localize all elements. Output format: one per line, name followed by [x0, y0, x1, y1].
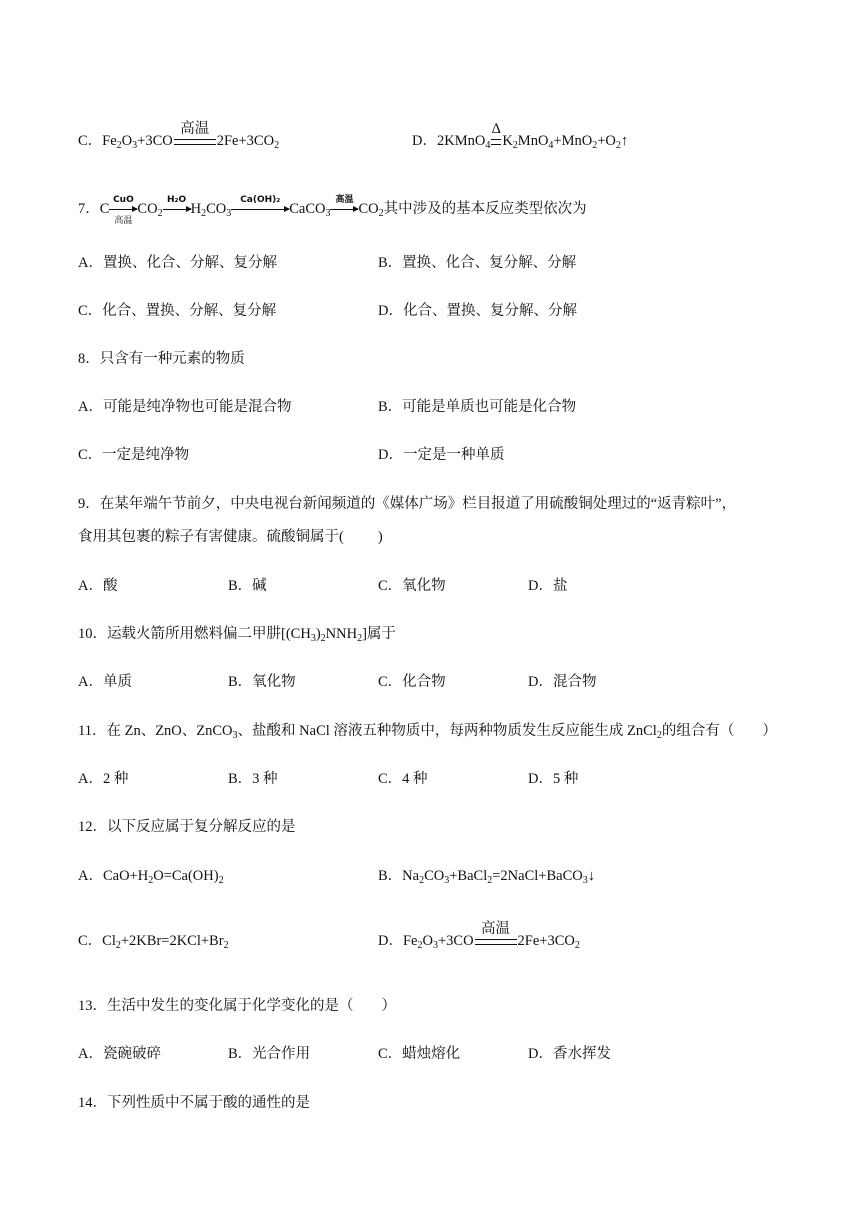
- q13-option-b[interactable]: B．光合作用: [228, 1046, 311, 1062]
- q9-stem-line1: 9．在某年端午节前夕，中央电视台新闻频道的《媒体广场》栏目报道了用硫酸铜处理过的“返青粽叶”，: [78, 496, 737, 512]
- q11-option-b[interactable]: B．3 种: [228, 771, 278, 787]
- q7-option-b[interactable]: B．置换、化合、复分解、分解: [378, 255, 577, 271]
- q9-option-d[interactable]: D．盐: [528, 578, 568, 594]
- reaction-condition: 高温: [475, 931, 517, 951]
- q9-option-b[interactable]: B．碱: [228, 578, 267, 594]
- q11-option-d[interactable]: D．5 种: [528, 771, 579, 787]
- q12-option-c[interactable]: C．$Cl_2+2KBr=2KCl+Br_2$: [78, 933, 229, 951]
- q9-option-c[interactable]: C．氧化物: [378, 578, 446, 594]
- q8-option-b[interactable]: B．可能是单质也可能是化合物: [378, 399, 577, 415]
- q10-option-b[interactable]: B．氧化物: [228, 674, 296, 690]
- q10-stem: 10．运载火箭所用燃料偏二甲肼$[(CH_3)_2NNH_2]$属于: [78, 626, 396, 644]
- q8-option-a[interactable]: A．可能是纯净物也可能是混合物: [78, 399, 292, 415]
- reaction-arrow: H₂O: [163, 199, 191, 219]
- q6-option-d[interactable]: D．2KMnO$_4$ Δ $K_2MnO_4+MnO_2+O_2↑$: [412, 121, 629, 151]
- q11-option-a[interactable]: A．2 种: [78, 771, 129, 787]
- q7-option-c[interactable]: C．化合、置换、分解、复分解: [78, 303, 277, 319]
- q12-stem: 12．以下反应属于复分解反应的是: [78, 819, 296, 835]
- q13-option-d[interactable]: D．香水挥发: [528, 1046, 611, 1062]
- q11-option-c[interactable]: C．4 种: [378, 771, 428, 787]
- q7-stem: 7．C CuO 高温 $CO_2$ H₂O $H_2CO_3$ Ca(OH)₂ CaCO$_3$ 高温 $CO_2$其中涉及的基本反应类型依次为: [78, 195, 587, 225]
- q7-option-d[interactable]: D．化合、置换、复分解、分解: [378, 303, 577, 319]
- q10-option-d[interactable]: D．混合物: [528, 674, 597, 690]
- q7-option-a[interactable]: A．置换、化合、分解、复分解: [78, 255, 277, 271]
- q8-stem: 8．只含有一种元素的物质: [78, 351, 245, 367]
- heat-condition: Δ: [491, 131, 501, 151]
- reaction-arrow: CuO 高温: [109, 199, 137, 219]
- reaction-arrow: Ca(OH)₂: [231, 199, 289, 219]
- q8-option-d[interactable]: D．一定是一种单质: [378, 447, 505, 463]
- q11-stem: 11．在 Zn、ZnO、ZnCO$_3$、盐酸和 NaCl 溶液五种物质中，每两种物质发生反应能生成 ZnCl$_2$的组合有（ ）: [78, 723, 777, 741]
- q13-option-a[interactable]: A．瓷碗破碎: [78, 1046, 161, 1062]
- q10-option-a[interactable]: A．单质: [78, 674, 132, 690]
- q10-option-c[interactable]: C．化合物: [378, 674, 446, 690]
- q9-stem-line2: 食用其包裹的粽子有害健康。硫酸铜属于( ): [78, 529, 383, 545]
- q9-option-a[interactable]: A．酸: [78, 578, 118, 594]
- q12-option-b[interactable]: B．$Na_2CO_3+BaCl_2=2NaCl+BaCO_3↓$: [378, 868, 595, 886]
- q13-option-c[interactable]: C．蜡烛熔化: [378, 1046, 461, 1062]
- q12-option-d[interactable]: D．$Fe_2O_3+3CO$ 高温 $2Fe+3CO_2$: [378, 921, 580, 951]
- q6-option-c[interactable]: C．$Fe_2O_3+3CO$ 高温 $2Fe+3CO_2$: [78, 121, 280, 151]
- q13-stem: 13．生活中发生的变化属于化学变化的是（ ）: [78, 998, 396, 1014]
- reaction-condition: 高温: [174, 131, 216, 151]
- q14-stem: 14．下列性质中不属于酸的通性的是: [78, 1095, 310, 1111]
- q8-option-c[interactable]: C．一定是纯净物: [78, 447, 190, 463]
- reaction-arrow: 高温: [330, 199, 358, 219]
- q12-option-a[interactable]: A．$CaO+H_2O=Ca(OH)_2$: [78, 868, 224, 886]
